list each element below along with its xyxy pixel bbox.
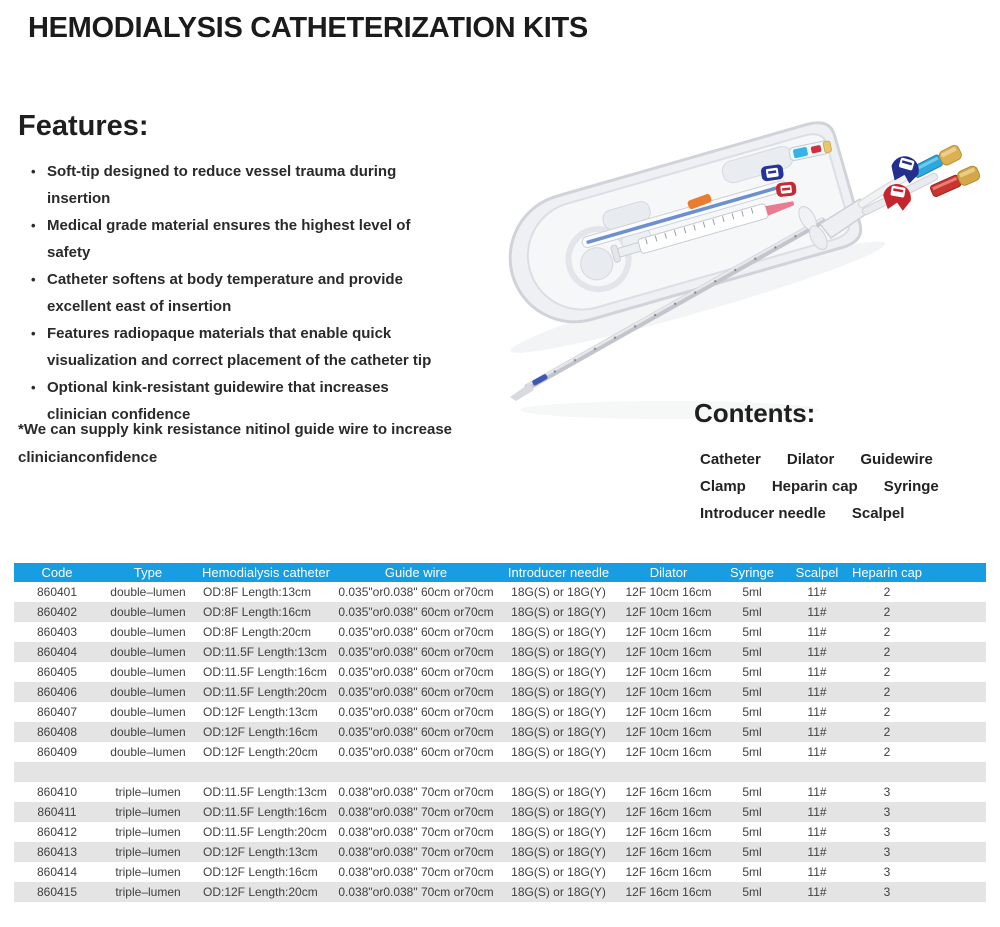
- table-cell: 11#: [788, 722, 846, 742]
- table-cell: double–lumen: [110, 705, 186, 719]
- table-cell: 860409: [36, 745, 78, 759]
- table-cell: 0.035"or0.038" 60cm or70cm: [338, 625, 494, 639]
- feature-item: • Medical grade material ensures the highest level of safety: [30, 212, 446, 266]
- contents-item: Scalpel: [851, 505, 905, 522]
- table-cell: 11#: [807, 785, 827, 799]
- product-table-body: [14, 582, 986, 902]
- contents-heading: Contents:: [694, 398, 816, 428]
- contents-item: Dilator: [786, 451, 835, 468]
- table-cell: 860408: [14, 722, 100, 742]
- table-cell: 12F 16cm 16cm: [625, 785, 712, 799]
- table-cell: 18G(S) or 18G(Y): [511, 625, 606, 639]
- table-cell: 12F 16cm 16cm: [621, 882, 716, 902]
- table-cell: 12F 16cm 16cm: [625, 865, 712, 879]
- table-cell: 11#: [788, 842, 846, 862]
- table-cell: 11#: [807, 705, 827, 719]
- table-row: [14, 582, 986, 602]
- table-cell: 5ml: [716, 722, 788, 742]
- table-cell: 11#: [807, 825, 827, 839]
- table-row: [14, 882, 986, 902]
- table-cell: OD:12F Length:16cm: [203, 865, 318, 879]
- table-cell: 0.038"or0.038" 70cm or70cm: [338, 785, 494, 799]
- table-cell: 5ml: [742, 745, 762, 759]
- table-cell: 3: [846, 882, 986, 902]
- table-cell: OD:11.5F Length:20cm: [203, 825, 327, 839]
- table-cell: OD:12F Length:13cm: [196, 842, 336, 862]
- table-cell: 18G(S) or 18G(Y): [511, 865, 606, 879]
- table-cell: 5ml: [742, 705, 762, 719]
- table-cell: 5ml: [742, 585, 762, 599]
- table-cell: double–lumen: [100, 722, 196, 742]
- table-row: [14, 662, 986, 682]
- table-cell: 18G(S) or 18G(Y): [496, 882, 621, 902]
- table-cell: 12F 10cm 16cm: [625, 745, 712, 759]
- table-cell: 860405: [36, 665, 78, 679]
- table-cell: 3: [846, 842, 986, 862]
- table-cell: 2: [883, 585, 891, 599]
- table-cell: 2: [883, 745, 891, 759]
- table-cell: OD:8F Length:20cm: [203, 625, 312, 639]
- table-cell: double–lumen: [110, 625, 186, 639]
- column-header: Hemodialysis catheter: [196, 563, 336, 582]
- table-cell: 860406: [14, 682, 100, 702]
- table-cell: 11#: [807, 665, 827, 679]
- table-cell: 860404: [14, 642, 100, 662]
- column-header: Code: [14, 563, 100, 582]
- column-header: Introducer needle: [496, 563, 621, 582]
- table-cell: 11#: [807, 745, 827, 759]
- table-cell: OD:11.5F Length:13cm: [196, 642, 336, 662]
- table-cell: OD:11.5F Length:16cm: [203, 665, 327, 679]
- table-cell: 3: [846, 802, 986, 822]
- table-cell: OD:12F Length:13cm: [203, 705, 318, 719]
- contents-item: Introducer needle: [700, 505, 826, 522]
- table-cell: 0.038"or0.038" 70cm or70cm: [336, 882, 496, 902]
- table-cell: 0.038"or0.038" 70cm or70cm: [336, 842, 496, 862]
- feature-item: • Features radiopaque materials that enable quick visualization and correct placement of the catheter tip: [30, 320, 446, 374]
- column-header: Syringe: [716, 563, 788, 582]
- contents-item: Catheter: [700, 451, 761, 468]
- table-cell: 18G(S) or 18G(Y): [496, 722, 621, 742]
- table-cell: 11#: [788, 642, 846, 662]
- table-cell: double–lumen: [100, 642, 196, 662]
- table-cell: 5ml: [716, 642, 788, 662]
- table-cell: 860415: [14, 882, 100, 902]
- table-row: [14, 642, 986, 662]
- table-cell: 5ml: [742, 865, 762, 879]
- table-cell: triple–lumen: [115, 785, 181, 799]
- table-cell: 12F 10cm 16cm: [621, 642, 716, 662]
- table-row: [14, 622, 986, 642]
- table-cell: 12F 10cm 16cm: [625, 705, 712, 719]
- table-cell: 0.035"or0.038" 60cm or70cm: [338, 705, 494, 719]
- table-cell: 2: [883, 625, 891, 639]
- table-cell: 860411: [14, 802, 100, 822]
- table-cell: 2: [846, 642, 986, 662]
- table-cell: 18G(S) or 18G(Y): [511, 825, 606, 839]
- table-cell: 5ml: [716, 682, 788, 702]
- table-cell: 5ml: [742, 625, 762, 639]
- table-cell: 5ml: [716, 842, 788, 862]
- table-cell: 18G(S) or 18G(Y): [511, 745, 606, 759]
- table-cell: 18G(S) or 18G(Y): [496, 682, 621, 702]
- column-header: Guide wire: [336, 563, 496, 582]
- table-row: [14, 602, 986, 622]
- table-cell: 12F 10cm 16cm: [625, 665, 712, 679]
- table-cell: OD:8F Length:13cm: [203, 585, 312, 599]
- table-cell: 2: [846, 602, 986, 622]
- table-cell: 12F 16cm 16cm: [625, 825, 712, 839]
- table-cell: 2: [846, 722, 986, 742]
- table-cell: 12F 10cm 16cm: [625, 585, 712, 599]
- table-cell: 860407: [36, 705, 78, 719]
- feature-item: • Catheter softens at body temperature and provide excellent east of insertion: [30, 266, 446, 320]
- table-cell: 0.035"or0.038" 60cm or70cm: [338, 665, 494, 679]
- table-cell: 12F 16cm 16cm: [621, 842, 716, 862]
- table-cell: OD:12F Length:16cm: [196, 722, 336, 742]
- table-cell: 11#: [788, 802, 846, 822]
- product-table: [14, 563, 986, 902]
- table-cell: 12F 16cm 16cm: [621, 802, 716, 822]
- table-cell: 12F 10cm 16cm: [621, 722, 716, 742]
- contents-line: [700, 446, 939, 473]
- table-row: [14, 702, 986, 722]
- page-title: HEMODIALYSIS CATHETERIZATION KITS: [28, 12, 588, 44]
- table-cell: double–lumen: [110, 665, 186, 679]
- column-header: Scalpel: [788, 563, 846, 582]
- table-cell: double–lumen: [100, 602, 196, 622]
- table-cell: double–lumen: [110, 585, 186, 599]
- table-cell: 860402: [14, 602, 100, 622]
- table-cell: 3: [883, 825, 891, 839]
- table-row: [14, 742, 986, 762]
- table-cell: 860413: [14, 842, 100, 862]
- table-cell: 5ml: [716, 602, 788, 622]
- column-header: Type: [100, 563, 196, 582]
- table-cell: triple–lumen: [115, 865, 181, 879]
- table-cell: 12F 10cm 16cm: [621, 602, 716, 622]
- table-cell: 18G(S) or 18G(Y): [496, 642, 621, 662]
- contents-item: Heparin cap: [771, 478, 858, 495]
- table-cell: 18G(S) or 18G(Y): [511, 665, 606, 679]
- table-cell: 5ml: [742, 785, 762, 799]
- table-cell: OD:11.5F Length:13cm: [203, 785, 327, 799]
- table-cell: double–lumen: [110, 745, 186, 759]
- table-cell: OD:11.5F Length:20cm: [196, 682, 336, 702]
- contents-line: [700, 500, 939, 527]
- feature-item: • Optional kink-resistant guidewire that increases clinician confidence: [30, 374, 446, 428]
- table-cell: triple–lumen: [100, 882, 196, 902]
- table-cell: 0.035"or0.038" 60cm or70cm: [336, 682, 496, 702]
- table-cell: 11#: [807, 585, 827, 599]
- catheter-tip-icon: [510, 383, 534, 401]
- column-header: Dilator: [621, 563, 716, 582]
- contents-list: [700, 446, 939, 527]
- table-cell: 18G(S) or 18G(Y): [511, 585, 606, 599]
- table-cell: 18G(S) or 18G(Y): [496, 802, 621, 822]
- tray-red-clamp-icon: [775, 181, 796, 197]
- features-list: [30, 158, 446, 428]
- contents-line: [700, 473, 939, 500]
- table-row: [14, 782, 986, 802]
- table-spacer-cell: [14, 762, 986, 782]
- table-cell: 18G(S) or 18G(Y): [511, 785, 606, 799]
- table-cell: 12F 10cm 16cm: [625, 625, 712, 639]
- table-cell: 18G(S) or 18G(Y): [496, 842, 621, 862]
- table-cell: 2: [883, 705, 891, 719]
- table-row: [14, 822, 986, 842]
- table-cell: 5ml: [742, 665, 762, 679]
- table-header-row: [14, 563, 986, 582]
- table-cell: 11#: [807, 625, 827, 639]
- table-cell: 3: [883, 785, 891, 799]
- table-row: [14, 842, 986, 862]
- table-row: [14, 722, 986, 742]
- features-heading: Features:: [18, 110, 149, 142]
- table-cell: 18G(S) or 18G(Y): [496, 602, 621, 622]
- table-cell: 0.035"or0.038" 60cm or70cm: [336, 602, 496, 622]
- table-cell: double–lumen: [100, 682, 196, 702]
- table-cell: 0.035"or0.038" 60cm or70cm: [336, 642, 496, 662]
- table-cell: 11#: [788, 682, 846, 702]
- table-cell: 860401: [36, 585, 78, 599]
- table-cell: 18G(S) or 18G(Y): [511, 705, 606, 719]
- table-cell: OD:8F Length:16cm: [196, 602, 336, 622]
- table-cell: OD:12F Length:20cm: [196, 882, 336, 902]
- footnote: *We can supply kink resistance nitinol guide wire to increase clinicianconfidence: [18, 421, 453, 466]
- table-cell: 0.038"or0.038" 70cm or70cm: [338, 865, 494, 879]
- table-cell: OD:12F Length:20cm: [203, 745, 318, 759]
- column-header: Heparin cap: [846, 563, 986, 582]
- table-cell: 2: [883, 665, 891, 679]
- table-cell: 11#: [807, 865, 827, 879]
- table-cell: 5ml: [716, 882, 788, 902]
- table-cell: 0.035"or0.038" 60cm or70cm: [338, 585, 494, 599]
- table-row: [14, 862, 986, 882]
- table-cell: 2: [846, 682, 986, 702]
- table-cell: 0.038"or0.038" 70cm or70cm: [338, 825, 494, 839]
- table-cell: 860414: [36, 865, 78, 879]
- table-cell: 0.038"or0.038" 70cm or70cm: [336, 802, 496, 822]
- contents-item: Syringe: [883, 478, 939, 495]
- table-cell: triple–lumen: [100, 802, 196, 822]
- table-cell: 0.035"or0.038" 60cm or70cm: [336, 722, 496, 742]
- table-cell: 11#: [788, 602, 846, 622]
- table-row: [14, 802, 986, 822]
- table-spacer-row: [14, 762, 986, 782]
- table-cell: 12F 10cm 16cm: [621, 682, 716, 702]
- table-cell: 5ml: [716, 802, 788, 822]
- table-cell: triple–lumen: [115, 825, 181, 839]
- contents-item: Guidewire: [860, 451, 933, 468]
- table-cell: 11#: [788, 882, 846, 902]
- table-cell: 860403: [36, 625, 78, 639]
- contents-item: Clamp: [700, 478, 746, 495]
- table-cell: 860410: [36, 785, 78, 799]
- table-cell: 0.035"or0.038" 60cm or70cm: [338, 745, 494, 759]
- feature-item: • Soft-tip designed to reduce vessel trauma during insertion: [30, 158, 446, 212]
- table-cell: 3: [883, 865, 891, 879]
- table-cell: 860412: [36, 825, 78, 839]
- table-cell: triple–lumen: [100, 842, 196, 862]
- table-cell: OD:11.5F Length:16cm: [196, 802, 336, 822]
- table-cell: 5ml: [742, 825, 762, 839]
- table-row: [14, 682, 986, 702]
